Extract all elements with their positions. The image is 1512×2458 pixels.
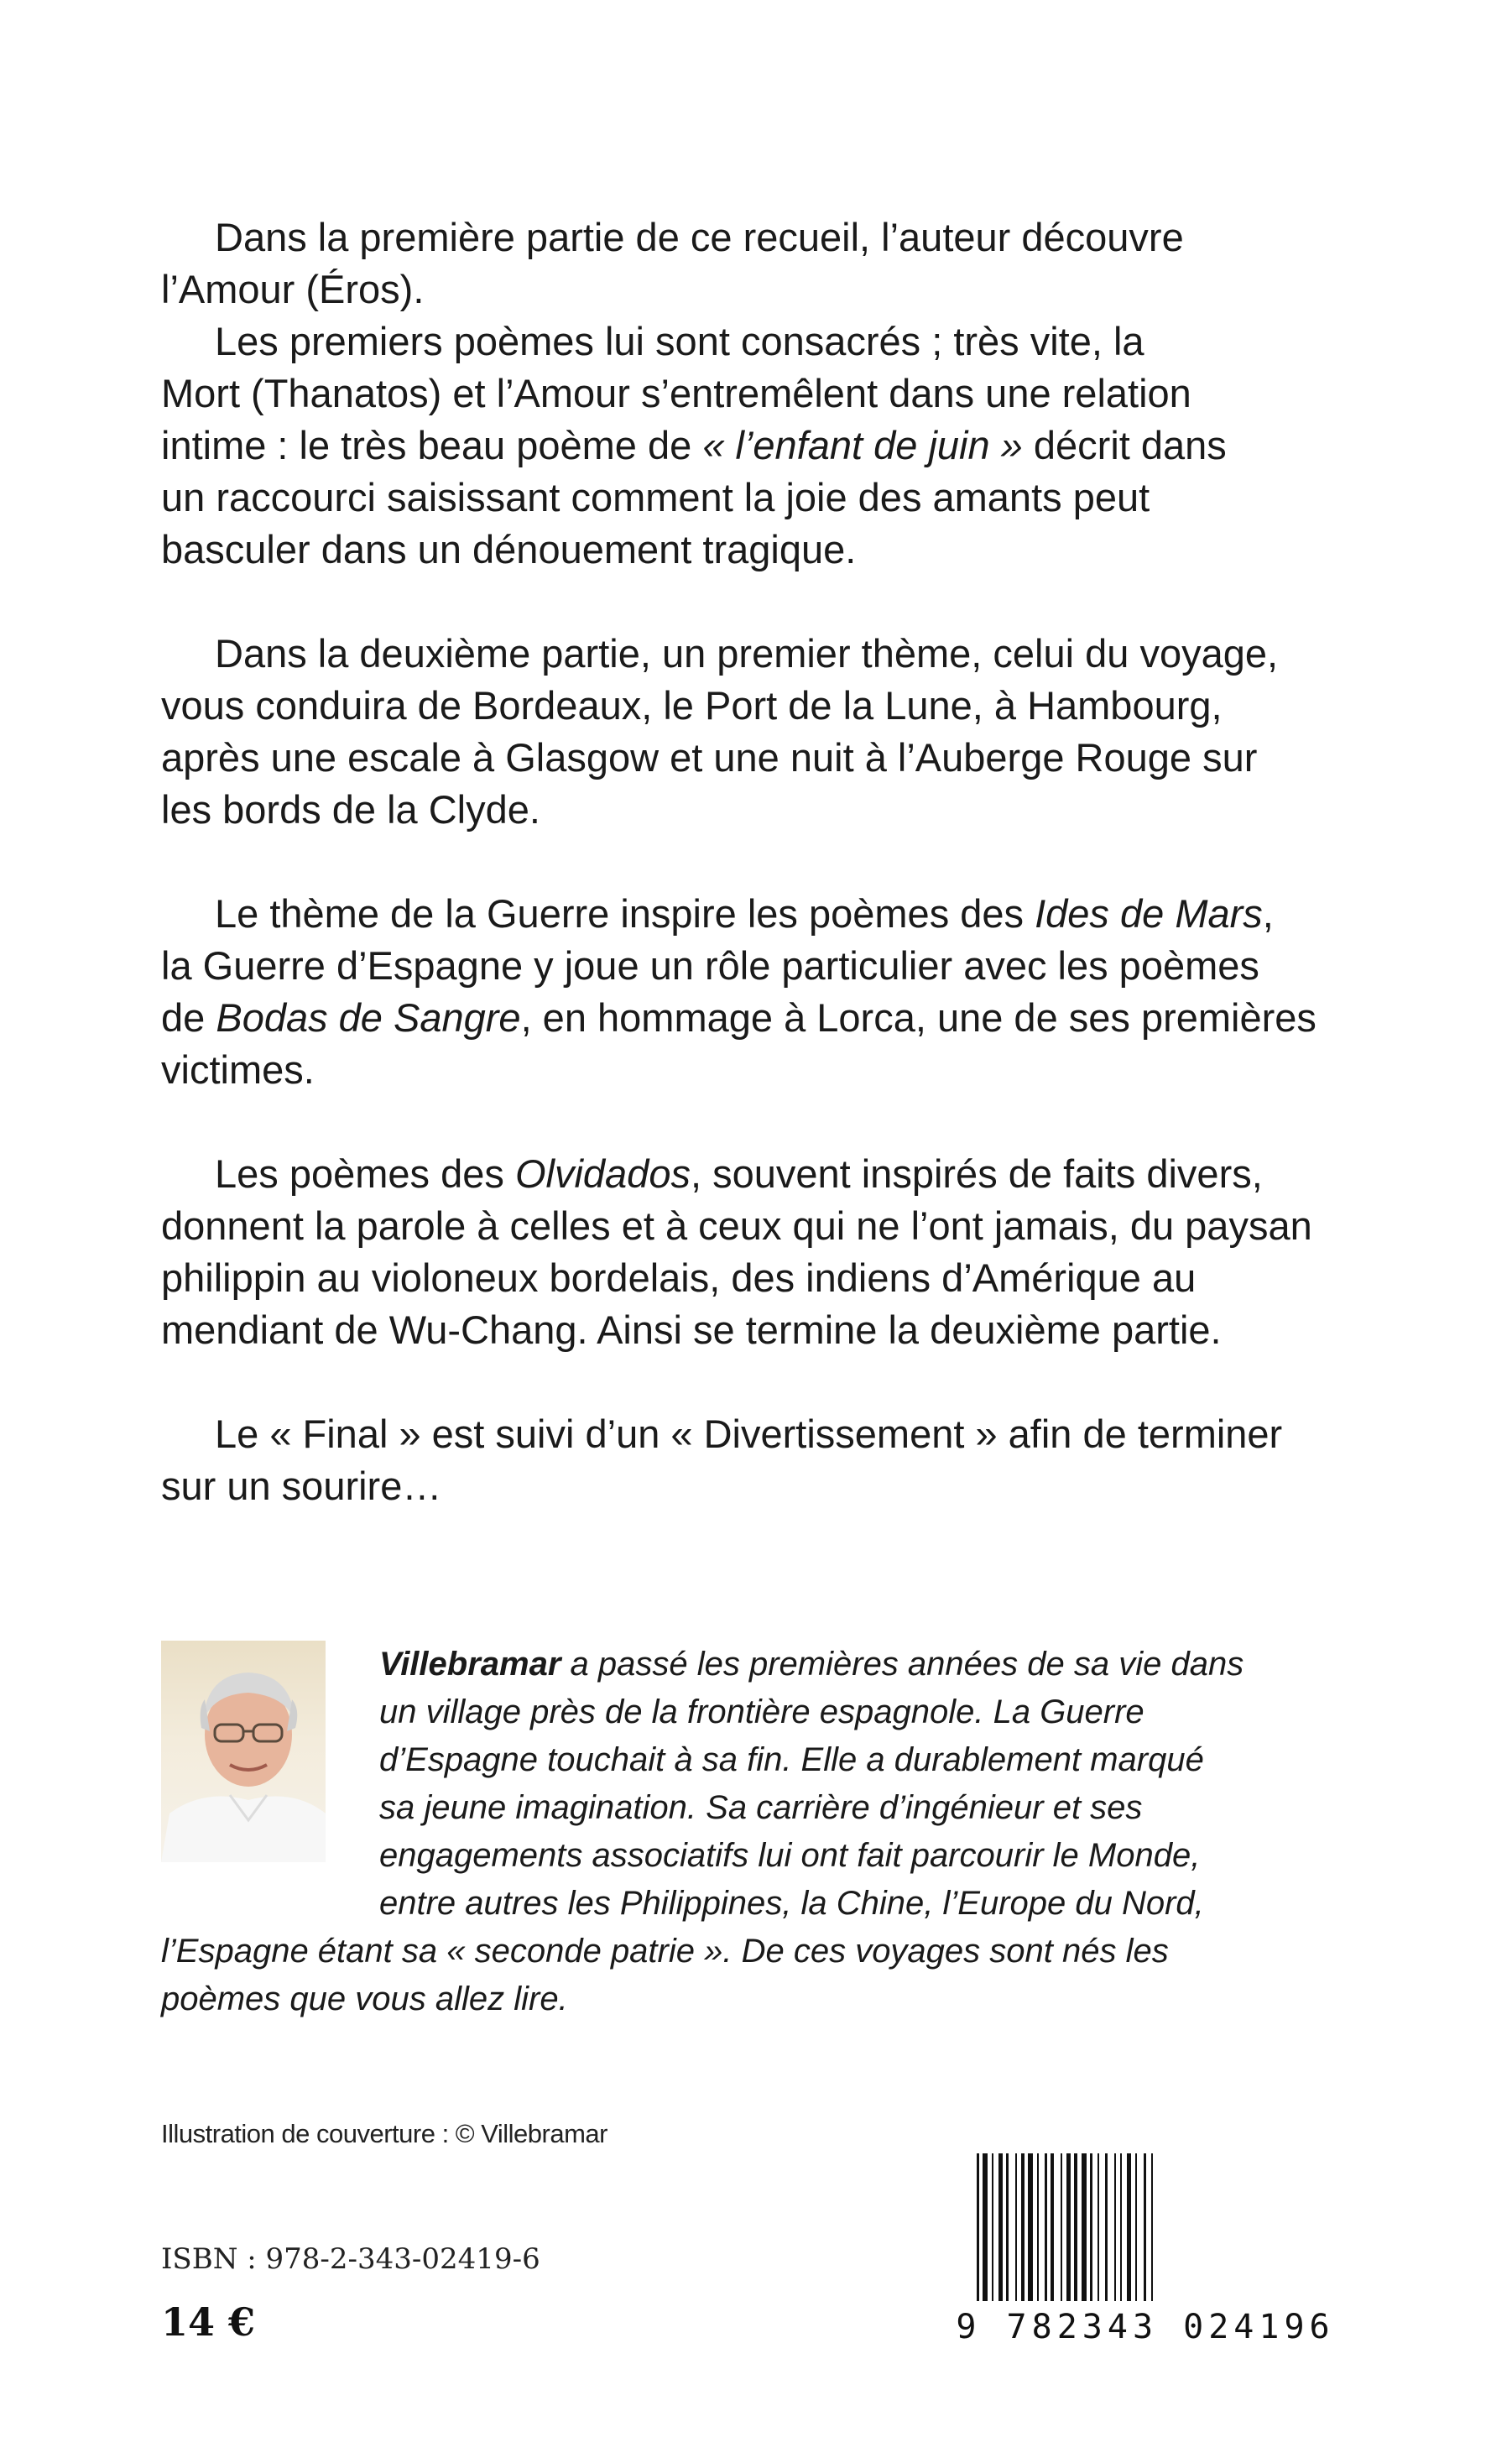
bio-line (161, 1641, 1353, 1688)
barcode-bar (1144, 2153, 1146, 2301)
barcode-digits: 9 782343 024196 (956, 2308, 1335, 2346)
blurb-paragraph-6 (161, 1408, 1353, 1512)
author-name: Villebramar (379, 1646, 561, 1683)
barcode-bar (1028, 2153, 1033, 2301)
barcode-bar (1090, 2153, 1092, 2301)
author-photo (161, 1641, 326, 1862)
bio-line: un village près de la frontière espagnole. La Guerre (379, 1693, 1144, 1730)
barcode-bar (1021, 2153, 1025, 2301)
barcode-bar (1051, 2153, 1054, 2301)
barcode-bars (946, 2143, 1344, 2308)
barcode-bar (1015, 2153, 1017, 2301)
barcode-bar (1061, 2153, 1062, 2301)
section-title: Olvidados (514, 1151, 691, 1196)
blurb-text-run: , (1262, 891, 1274, 936)
blurb-paragraph-4 (161, 888, 1353, 1096)
blurb-text (161, 211, 1353, 1564)
barcode-bar (992, 2153, 993, 2301)
barcode-bar (983, 2153, 988, 2301)
blurb-line (161, 420, 1353, 472)
author-portrait-image (161, 1641, 326, 1862)
price-label: 14 € (161, 2299, 256, 2345)
barcode-bar (1082, 2153, 1087, 2301)
blurb-line: vous conduira de Bordeaux, le Port de la Lune, à Hambourg, (161, 683, 1223, 728)
bio-text-run: a passé les premières années de sa vie dans (560, 1646, 1244, 1683)
blurb-text-run: de (161, 995, 216, 1040)
blurb-text-run: , souvent inspirés de faits divers, (690, 1151, 1263, 1196)
barcode-bar (977, 2153, 979, 2301)
isbn-number: ISBN : 978-2-343-02419-6 (161, 2242, 540, 2276)
blurb-line: Dans la première partie de ce recueil, l’auteur découvre (215, 215, 1184, 259)
blurb-paragraph-2 (161, 316, 1353, 576)
bio-line: sa jeune imagination. Sa carrière d’ingénieur et ses (379, 1789, 1143, 1826)
bio-line: engagements associatifs lui ont fait parcourir le Monde, (379, 1837, 1201, 1874)
blurb-line: mendiant de Wu-Chang. Ainsi se termine la deuxième partie. (161, 1307, 1222, 1352)
blurb-line: Le « Final » est suivi d’un « Divertissement » afin de terminer (215, 1412, 1283, 1456)
barcode-bar (1045, 2153, 1047, 2301)
barcode-bar (1151, 2153, 1153, 2301)
blurb-line: Mort (Thanatos) et l’Amour s’entremêlent dans une relation (161, 371, 1191, 415)
blurb-line: sur un sourire… (161, 1464, 442, 1508)
barcode-bar (1098, 2153, 1099, 2301)
author-section (161, 1641, 1353, 2023)
blurb-line: Dans la deuxième partie, un premier thème, celui du voyage, (215, 631, 1279, 676)
blurb-text-run: décrit dans (1022, 423, 1227, 467)
barcode-bar (1114, 2153, 1116, 2301)
blurb-line (161, 888, 1353, 940)
blurb-line: basculer dans un dénouement tragique. (161, 527, 857, 571)
barcode-bar (998, 2153, 1003, 2301)
poem-title: « l’enfant de juin » (702, 423, 1023, 467)
blurb-line: un raccourci saisissant comment la joie des amants peut (161, 475, 1150, 519)
bio-line: l’Espagne étant sa « seconde patrie ». De ces voyages sont nés les (161, 1933, 1169, 1970)
bio-line: poèmes que vous allez lire. (161, 1980, 568, 2017)
blurb-paragraph-1 (161, 211, 1353, 316)
barcode-bar (1066, 2153, 1071, 2301)
blurb-line: Les premiers poèmes lui sont consacrés ; très vite, la (215, 319, 1144, 363)
blurb-line (161, 992, 1353, 1044)
barcode-bar (1074, 2153, 1077, 2301)
barcode-bar (1006, 2153, 1009, 2301)
barcode-bar (1105, 2153, 1108, 2301)
barcode-bar (1127, 2153, 1131, 2301)
blurb-text-run: Le thème de la Guerre inspire les poèmes des (215, 891, 1035, 936)
barcode-bar (1135, 2153, 1137, 2301)
blurb-text-run: intime : le très beau poème de (161, 423, 703, 467)
blurb-line: philippin au violoneux bordelais, des indiens d’Amérique au (161, 1255, 1197, 1300)
barcode-bar (1120, 2153, 1122, 2301)
blurb-line: après une escale à Glasgow et une nuit à l’Auberge Rouge sur (161, 735, 1258, 780)
blurb-line: les bords de la Clyde. (161, 787, 540, 832)
blurb-line: la Guerre d’Espagne y joue un rôle particulier avec les poèmes (161, 943, 1259, 988)
barcode-bar (1037, 2153, 1039, 2301)
blurb-line: donnent la parole à celles et à ceux qui ne l’ont jamais, du paysan (161, 1203, 1312, 1248)
blurb-line (161, 1148, 1353, 1200)
author-bio (161, 1641, 1353, 2023)
barcode (946, 2143, 1344, 2351)
bio-line: d’Espagne touchait à sa fin. Elle a durablement marqué (379, 1741, 1204, 1778)
blurb-line: l’Amour (Éros). (161, 267, 425, 311)
blurb-line: victimes. (161, 1047, 315, 1092)
section-title: Bodas de Sangre (216, 995, 521, 1040)
cover-illustration-credit: Illustration de couverture : © Villebramar (161, 2119, 607, 2148)
blurb-text-run: Les poèmes des (215, 1151, 515, 1196)
bio-line: entre autres les Philippines, la Chine, l’Europe du Nord, (379, 1885, 1204, 1922)
section-title: Ides de Mars (1035, 891, 1263, 936)
blurb-paragraph-3 (161, 628, 1353, 836)
blurb-text-run: , en hommage à Lorca, une de ses premières (520, 995, 1316, 1040)
blurb-paragraph-5 (161, 1148, 1353, 1356)
